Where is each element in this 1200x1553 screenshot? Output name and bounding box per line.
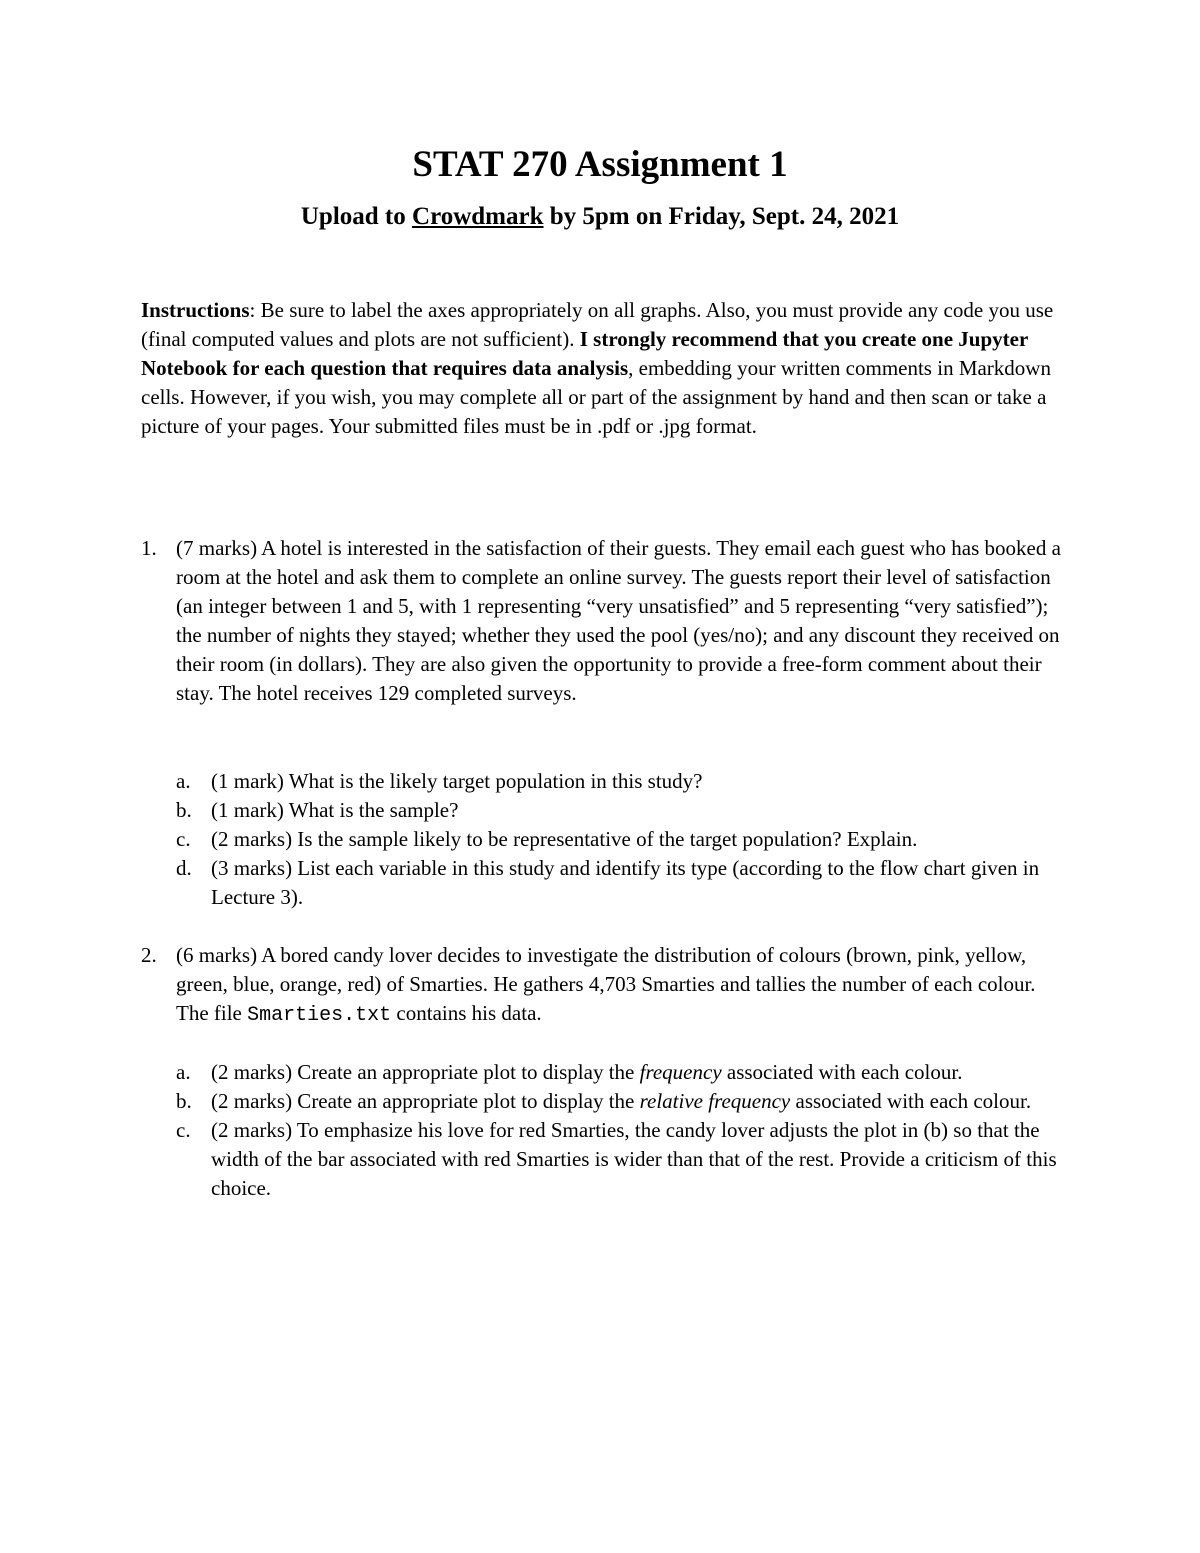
question-1-part-c — [176, 825, 1061, 854]
part-letter: d. — [176, 856, 192, 880]
part-text-before: (2 marks) Create an appropriate plot to display the — [211, 1089, 640, 1113]
part-text: (2 marks) Is the sample likely to be representative of the target population? Explain. — [211, 827, 918, 851]
part-text-before: (2 marks) Create an appropriate plot to display the — [211, 1060, 640, 1084]
part-text: (1 mark) What is the likely target population in this study? — [211, 769, 703, 793]
question-2-text-before: (6 marks) A bored candy lover decides to investigate the distribution of colours (brown, pink, yellow, green, blue, orange, red) of Smarties. He gathers 4,703 Smarties and tallies the number of each colour. The file — [176, 943, 1036, 1025]
instructions-label: Instructions — [141, 298, 250, 322]
question-2-text-after: contains his data. — [391, 1001, 542, 1025]
question-1-parts — [176, 767, 1061, 912]
part-letter: b. — [176, 798, 192, 822]
page-subtitle — [0, 200, 1200, 234]
part-letter: c. — [176, 1118, 191, 1142]
part-text-emphasis: relative frequency — [639, 1089, 791, 1113]
question-2-parts — [176, 1058, 1061, 1203]
instructions-paragraph — [141, 296, 1061, 441]
subtitle-prefix: Upload to — [300, 203, 413, 230]
question-1-text: (7 marks) A hotel is interested in the satisfaction of their guests. They email each guest who has booked a room at the hotel and ask them to complete an online survey. The guests report their level of satisfaction (an integer between 1 and 5, with 1 representing “very unsatisfied” and 5 representing “very satisfied”); the number of nights they stayed; whether they used the pool (yes/no); and any discount they received on their room (in dollars). They are also given the opportunity to provide a free-form comment about their stay. The hotel receives 129 completed surveys. — [176, 536, 1061, 705]
question-1-part-a — [176, 767, 1061, 796]
question-2-part-b — [176, 1087, 1061, 1116]
instructions-text-1: : Be sure to label the axes appropriately on all graphs. Also, you must provide any code you use (final computed values and plots are not sufficient). — [141, 298, 1054, 351]
question-2-part-a — [176, 1058, 1061, 1087]
question-1-part-d — [176, 854, 1061, 912]
subtitle-suffix: by 5pm on Friday, Sept. 24, 2021 — [543, 203, 900, 230]
smarties-filename: Smarties.txt — [247, 1004, 392, 1027]
part-text: (3 marks) List each variable in this study and identify its type (according to the flow chart given in Lecture 3). — [211, 856, 1040, 909]
part-text-after: associated with each colour. — [790, 1089, 1032, 1113]
part-text-after: associated with each colour. — [721, 1060, 963, 1084]
part-letter: c. — [176, 827, 191, 851]
question-2-part-c — [176, 1116, 1061, 1203]
question-2-text — [176, 941, 1061, 1030]
question-1-number: 1. — [141, 536, 157, 560]
question-1-part-b — [176, 796, 1061, 825]
question-1 — [141, 534, 1061, 708]
question-2 — [141, 941, 1061, 1030]
part-letter: a. — [176, 769, 191, 793]
part-letter: a. — [176, 1060, 191, 1084]
part-text-before: (2 marks) To emphasize his love for red Smarties, the candy lover adjusts the plot in (b) so that the width of the bar associated with red Smarties is wider than that of the rest. Provide a criticism of this choice. — [211, 1118, 1057, 1200]
part-letter: b. — [176, 1089, 192, 1113]
part-text: (1 mark) What is the sample? — [211, 798, 459, 822]
crowdmark-link[interactable]: Crowdmark — [412, 203, 544, 230]
instructions-text-2: , embedding your written comments in Markdown cells. However, if you wish, you may complete all or part of the assignment by hand and then scan or take a picture of your pages. Your submitted files must be in .pdf or .jpg format. — [141, 356, 1051, 438]
page-title: STAT 270 Assignment 1 — [412, 144, 788, 185]
part-text-emphasis: frequency — [639, 1060, 722, 1084]
question-2-number: 2. — [141, 943, 157, 967]
instructions-recommendation: I strongly recommend that you create one Jupyter Notebook for each question that requires data analysis — [141, 327, 1028, 380]
